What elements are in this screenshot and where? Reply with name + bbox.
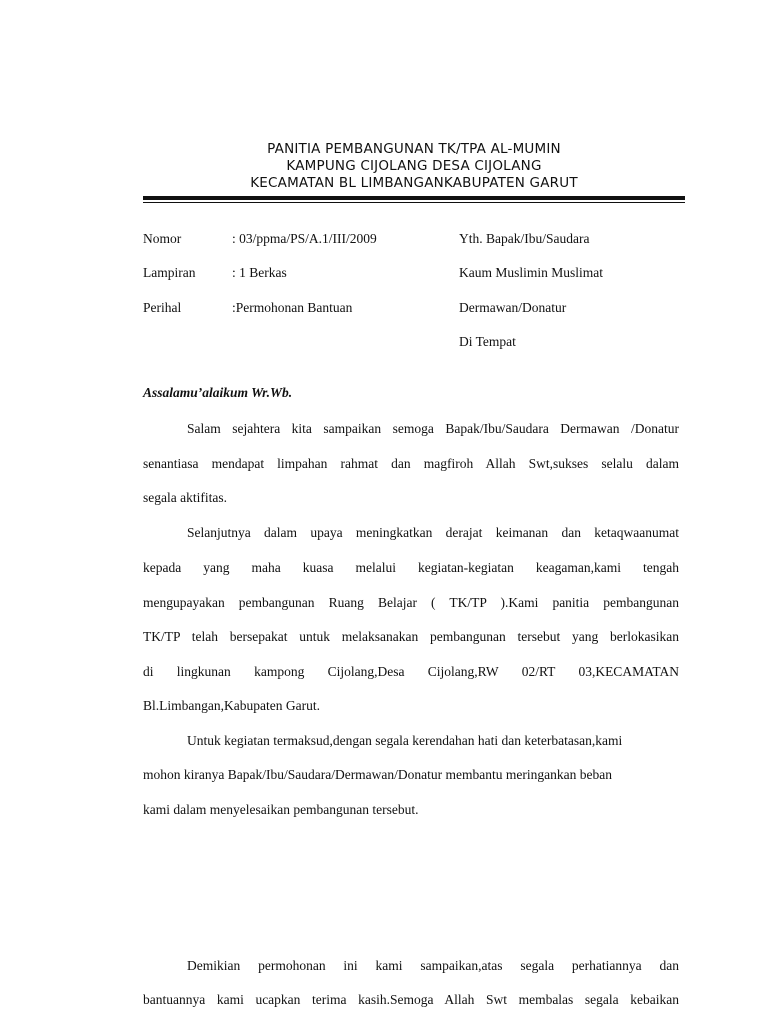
- paragraph-1-line-3: segala aktifitas.: [143, 490, 227, 505]
- letterhead-thick-rule: [143, 196, 685, 200]
- paragraph-1-line-1: Salam sejahtera kita sampaikan semoga Bapak/Ibu/Saudara Dermawan /Donatur: [187, 421, 679, 436]
- nomor-value: : 03/ppma/PS/A.1/III/2009: [232, 231, 377, 246]
- perihal-label: Perihal: [143, 300, 182, 315]
- recipient-line-1: Yth. Bapak/Ibu/Saudara: [459, 231, 590, 246]
- perihal-value: :Permohonan Bantuan: [232, 300, 353, 315]
- paragraph-2-line-3: mengupayakan pembangunan Ruang Belajar ( TK/TP ).Kami panitia pembangunan: [143, 595, 679, 610]
- letterhead-line-1: PANITIA PEMBANGUNAN TK/TPA AL-MUMIN: [267, 141, 561, 157]
- paragraph-2-line-6: Bl.Limbangan,Kabupaten Garut.: [143, 698, 320, 713]
- letterhead-line-3: KECAMATAN BL LIMBANGANKABUPATEN GARUT: [250, 175, 578, 191]
- paragraph-1-line-2: senantiasa mendapat limpahan rahmat dan magfiroh Allah Swt,sukses selalu dalam: [143, 456, 679, 471]
- paragraph-4-line-2: bantuannya kami ucapkan terima kasih.Semoga Allah Swt membalas segala kebaikan: [143, 992, 679, 1007]
- paragraph-2-line-2: kepada yang maha kuasa melalui kegiatan-kegiatan keagaman,kami tengah: [143, 560, 679, 575]
- paragraph-2-line-4: TK/TP telah bersepakat untuk melaksanakan pembangunan tersebut yang berlokasikan: [143, 629, 679, 644]
- letterhead: [143, 141, 685, 192]
- paragraph-2-line-5: di lingkunan kampong Cijolang,Desa Cijolang,RW 02/RT 03,KECAMATAN: [143, 664, 679, 679]
- nomor-label: Nomor: [143, 231, 182, 246]
- paragraph-3-line-3: kami dalam menyelesaikan pembangunan tersebut.: [143, 802, 419, 817]
- paragraph-3-line-2: mohon kiranya Bapak/Ibu/Saudara/Dermawan/Donatur membantu meringankan beban: [143, 767, 612, 782]
- letterhead-line-2: KAMPUNG CIJOLANG DESA CIJOLANG: [286, 158, 542, 174]
- greeting: Assalamu’alaikum Wr.Wb.: [143, 385, 293, 400]
- paragraph-3-line-1: Untuk kegiatan termaksud,dengan segala kerendahan hati dan keterbatasan,kami: [187, 733, 623, 748]
- lampiran-label: Lampiran: [143, 265, 196, 280]
- letterhead-thin-rule: [143, 202, 685, 203]
- lampiran-value: : 1 Berkas: [232, 265, 287, 280]
- recipient-line-4: Di Tempat: [459, 334, 516, 349]
- recipient-line-2: Kaum Muslimin Muslimat: [459, 265, 604, 280]
- paragraph-4-line-1: Demikian permohonan ini kami sampaikan,atas segala perhatiannya dan: [187, 958, 679, 973]
- recipient-line-3: Dermawan/Donatur: [459, 300, 567, 315]
- paragraph-2-line-1: Selanjutnya dalam upaya meningkatkan derajat keimanan dan ketaqwaanumat: [187, 525, 679, 540]
